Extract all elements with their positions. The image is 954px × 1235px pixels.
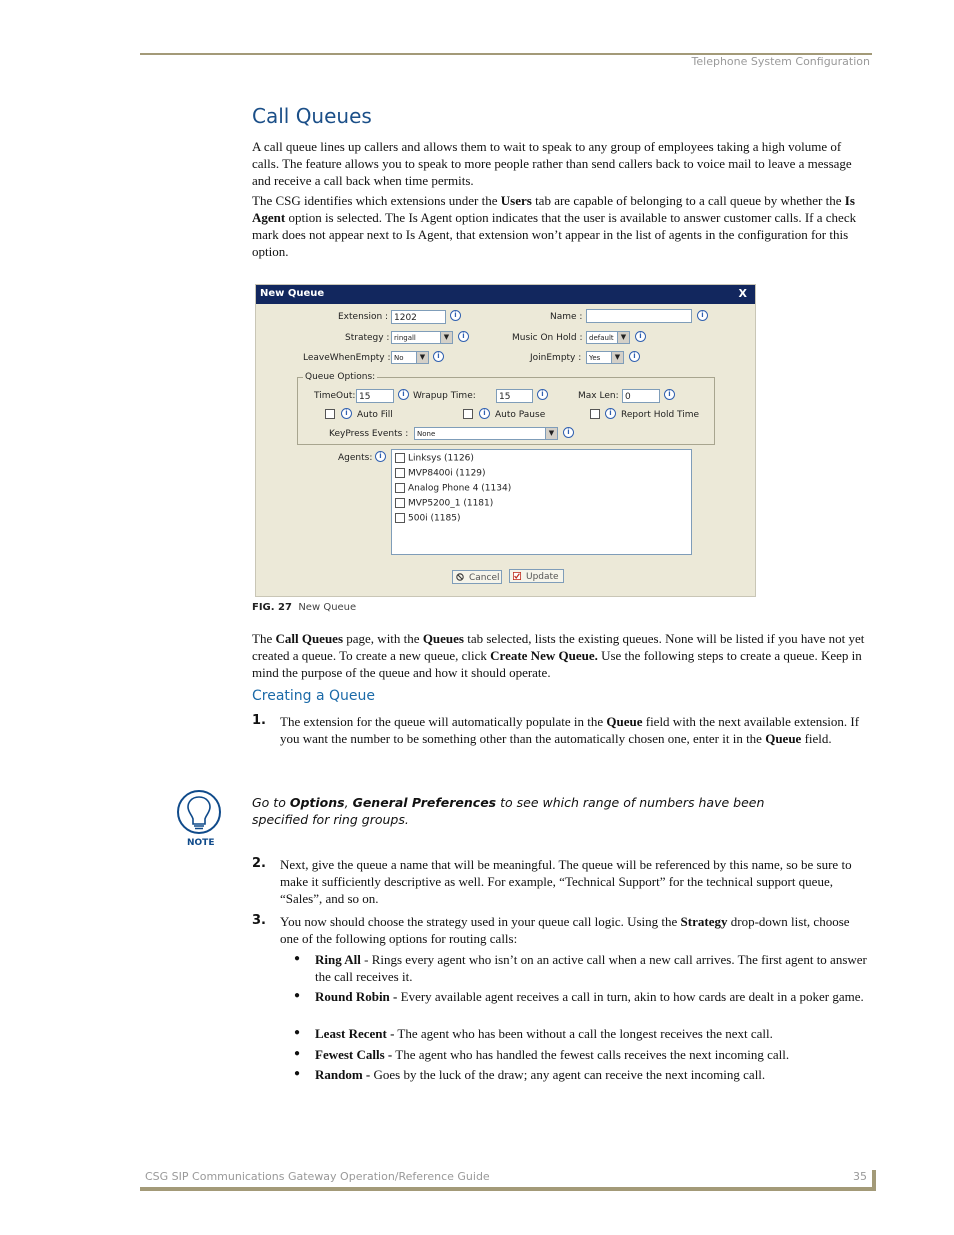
chevron-down-icon: ▼ [545,428,557,439]
max-len-label: Max Len: [578,391,619,401]
strategy-info-icon[interactable]: i [458,331,469,342]
keypress-events-label: KeyPress Events : [329,429,409,439]
step-3-text: You now should choose the strategy used in your queue call logic. Using the Strategy drop-down list, choose one of the following options for routing calls: [280,914,850,946]
join-empty-label: JoinEmpty : [530,353,582,363]
step-2-text: Next, give the queue a name that will be meaningful. The queue will be referenced by this name, so be sure to make it sufficiently descriptive as well. For example, “Technical Support” for the technical support queue, “Sales”, and so on. [280,857,852,906]
section-header: Telephone System Configuration [691,55,870,68]
agents-info-icon[interactable]: i [375,451,386,462]
agent-item[interactable]: Linksys (1126) [395,453,474,464]
auto-pause-info-icon[interactable]: i [479,408,490,419]
bullet-icon: ● [294,953,301,964]
chevron-down-icon: ▼ [440,332,452,343]
bullet-icon: ● [294,1068,301,1079]
figure-caption: FIG. 27 New Queue [252,602,357,613]
agent-item[interactable]: MVP5200_1 (1181) [395,498,493,509]
leave-when-empty-select[interactable]: No ▼ [391,351,429,364]
report-hold-time-label: Report Hold Time [621,410,700,420]
agent-checkbox[interactable] [395,453,405,463]
extension-label: Extension : [338,312,389,322]
body-paragraph: The Call Queues page, with the Queues tab selected, lists the existing queues. None will be listed if you have not yet created a queue. To create a new queue, click Create New Queue. Use the following steps to create a queue. Keep in mind the purpose of the queue and how it should operate. [252,631,865,680]
section-subheading: Creating a Queue [252,688,376,704]
agent-item[interactable]: Analog Phone 4 (1134) [395,483,511,494]
wrapup-time-label: Wrapup Time: [413,391,476,401]
agent-checkbox[interactable] [395,468,405,478]
footer-guide-title: CSG SIP Communications Gateway Operation/Reference Guide [145,1170,490,1183]
max-len-info-icon[interactable]: i [664,389,675,400]
footer-rule-vertical [872,1170,876,1191]
bullet-item: Least Recent - The agent who has been without a call the longest receives the next call. [315,1026,773,1041]
step-number: 3. [252,913,266,928]
name-info-icon[interactable]: i [697,310,708,321]
bullet-item: Round Robin - Every available agent receives a call in turn, akin to how cards are dealt in a poker game. [315,989,864,1004]
intro-paragraph-1: A call queue lines up callers and allows them to wait to speak to any group of employees taking a high volume of calls. The feature allows you to speak to more people rather than send callers back to voice mail to leave a message and receive a call back when time permits. [252,139,852,188]
timeout-label: TimeOut: [314,391,356,401]
auto-fill-info-icon[interactable]: i [341,408,352,419]
chevron-down-icon: ▼ [617,332,629,343]
agents-label: Agents: [338,453,373,463]
intro-paragraph-2: The CSG identifies which extensions under the Users tab are capable of belonging to a call queue by whether the Is Agent option is selected. The Is Agent option indicates that the user is available to answer customer calls. If a check mark does not appear next to Is Agent, that extension won’t appear in the list of agents in the configuration for this option. [252,193,857,259]
bullet-item: Fewest Calls - The agent who has handled the fewest calls receives the next incoming call. [315,1047,790,1062]
step-number: 1. [252,713,266,728]
strategy-label: Strategy : [345,333,390,343]
checkmark-icon [513,572,521,580]
bullet-item: Ring All - Rings every agent who isn’t on an active call when a new call arrives. The first agent to answer the call receives it. [315,952,867,984]
page-title: Call Queues [252,104,372,128]
step-1-text: The extension for the queue will automatically populate in the Queue field with the next available extension. If you want the number to be something other than the automatically chosen one, enter it in the Queue field. [280,714,860,746]
dialog-title-bar [256,285,755,304]
music-on-hold-info-icon[interactable]: i [635,331,646,342]
bullet-icon: ● [294,990,301,1001]
page-number: 35 [853,1170,867,1183]
bullet-item: Random - Goes by the luck of the draw; any agent can receive the next incoming call. [315,1067,766,1082]
strategy-select[interactable]: ringall ▼ [391,331,453,344]
dialog-title: New Queue [260,288,325,299]
note-text: Go to Options, General Preferences to see which range of numbers have been specified for ring groups. [252,795,765,827]
auto-fill-label: Auto Fill [357,410,393,420]
new-queue-dialog [255,284,756,597]
chevron-down-icon: ▼ [611,352,623,363]
timeout-info-icon[interactable]: i [398,389,409,400]
name-label: Name : [550,312,583,322]
join-empty-info-icon[interactable]: i [629,351,640,362]
keypress-events-select[interactable]: None ▼ [414,427,558,440]
report-hold-time-info-icon[interactable]: i [605,408,616,419]
agent-item[interactable]: MVP8400i (1129) [395,468,486,479]
timeout-input[interactable]: 15 [356,389,394,403]
extension-input[interactable]: 1202 [391,310,446,324]
bullet-icon: ● [294,1048,301,1059]
name-input[interactable] [586,309,692,323]
report-hold-time-checkbox[interactable] [590,409,600,419]
agent-checkbox[interactable] [395,483,405,493]
cancel-button[interactable]: Cancel [452,570,502,584]
music-on-hold-select[interactable]: default ▼ [586,331,630,344]
step-number: 2. [252,856,266,871]
auto-fill-checkbox[interactable] [325,409,335,419]
music-on-hold-label: Music On Hold : [512,333,583,343]
leave-when-empty-label: LeaveWhenEmpty : [303,353,391,363]
extension-info-icon[interactable]: i [450,310,461,321]
chevron-down-icon: ▼ [416,352,428,363]
auto-pause-checkbox[interactable] [463,409,473,419]
join-empty-select[interactable]: Yes ▼ [586,351,624,364]
close-icon[interactable]: X [738,287,747,300]
wrapup-time-info-icon[interactable]: i [537,389,548,400]
agent-checkbox[interactable] [395,498,405,508]
max-len-input[interactable]: 0 [622,389,660,403]
agent-item[interactable]: 500i (1185) [395,513,460,524]
update-button[interactable]: Update [509,569,564,583]
wrapup-time-input[interactable]: 15 [496,389,533,403]
note-label: NOTE [187,838,215,848]
agents-list[interactable] [391,449,692,555]
queue-options-label: Queue Options: [305,372,376,382]
keypress-events-info-icon[interactable]: i [563,427,574,438]
cancel-icon [456,573,464,581]
auto-pause-label: Auto Pause [495,410,546,420]
leave-when-empty-info-icon[interactable]: i [433,351,444,362]
footer-rule [140,1187,876,1191]
agent-checkbox[interactable] [395,513,405,523]
bullet-icon: ● [294,1027,301,1038]
